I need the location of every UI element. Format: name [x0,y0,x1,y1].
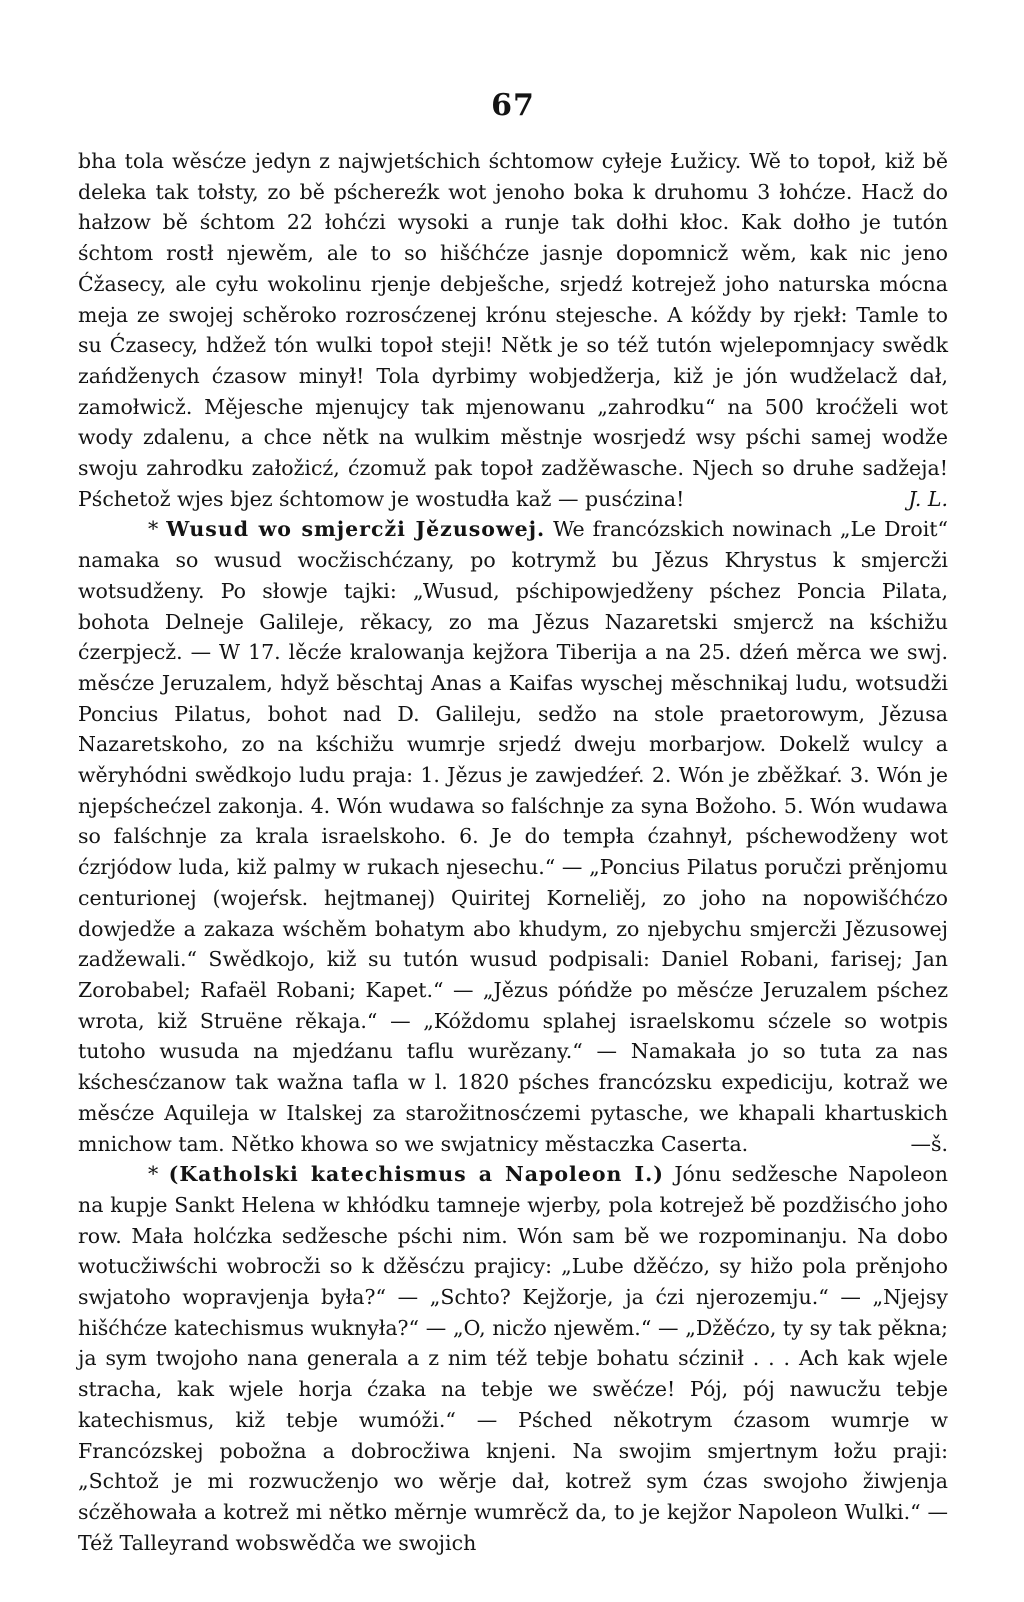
paragraph-katechismus-text: Jónu sedžesche Napoleon na kupje Sankt Helena w khłódku tamneje wjerby, pola kotrejež bě pozdžisćho joho row. Mała holćzka sedžesche pśchi nim. Wón sam bě we rozpominanju. Na dobo wotucžiwśchi wobrocži so k džěsćzu prajicy: „Lube džěćzo, sy hižo pola prěnjoho swjatoho wopravjenja była?“ — „Schto? Kejžorje, ja ćzi njerozemju.“ — „Njejsy hišćhćze katechismus wuknyła?“ — „O, nicžo njewěm.“ — „Džěćzo, ty sy tak pěkna; ja sym twojoho nana generala a z nim též tebje bohatu sćzinił . . . Ach kak wjele stracha, kak wjele horja ćzaka na tebje we swěćze! Pój, pój nawucžu tebje katechismus, kiž tebje wumóži.“ — Pśched někotrym ćzasom wumrje w Francózskej pobožna a dobrocžiwa knjeni. Na swojim smjertnym łožu praji: „Schtož je mi rozwucženjo wo wěrje dał, kotrež sym ćzas swojoho žiwjenja sćzěhowała a kotrež mi nětko měrnje wumrěcž da, to je kejžor Napoleon Wulki.“ — Též Talleyrand wobswědča we swojich [78,1162,948,1555]
paragraph-topol-text: bha tola wěsćze jedyn z najwjetśchich śchtomow cyłeje Łužicy. Wě to topoł, kiž bě deleka tak tołsty, zo bě pśchereźk wot jenoho boka k druhomu 3 łohćze. Hacž do hałzow bě śchtom 22 łohćzi wysoki a runje tak dołhi kłoc. Kak dołho je tutón śchtom rostł njewěm, ale to so hišćhćze jasnje dopomnicž wěm, kak nic jeno Ćžasecy, ale cyłu wokolinu rjenje debješche, srjedź kotrejež joho naturska mócna meja ze swojej schěroko rozrosćzenej krónu stejesche. A kóždy by rjekł: Tamle to su Ćzasecy, hdžež tón wulki topoł steji! Nětk je so též tutón wjelepomnjacy swědk zańdženych ćzasow minył! Tola dyrbimy wobjedžerja, kiž je jón wudželacž dał, zamołwicž. Mějesche mjenujcy tak mjenowanu „zahrodku“ na 500 kroćželi wot wody zdalenu, a chce nětk na wulkim městnje wosrjedź wsy pśchi samej wodže swoju zahrodku załožicź, ćzomuž pak topoł zadžěwasche. Njech so druhe sadžeja! Pśchetož wjes bjez śchtomow je wostudła kaž — pusćzina! [78,149,948,511]
paragraph-katechismus: * (Katholski katechismus a Napoleon I.) Jónu sedžesche Napoleon na kupje Sankt Helena w khłódku tamneje wjerby, pola kotrejež bě pozdžisćho joho row. Mała holćzka sedžesche pśchi nim. Wón sam bě we rozpominanju. Na dobo wotucžiwśchi wobrocži so k džěsćzu prajicy: „Lube džěćzo, sy hižo pola prěnjoho swjatoho wopravjenja była?“ — „Schto? Kejžorje, ja ćzi njerozemju.“ — „Njejsy hišćhćze katechismus wuknyła?“ — „O, nicžo njewěm.“ — „Džěćzo, ty sy tak pěkna; ja sym twojoho nana generala a z nim též tebje bohatu sćzinił . . . Ach kak wjele stracha, kak wjele horja ćzaka na tebje we swěćze! Pój, pój nawucžu tebje katechismus, kiž tebje wumóži.“ — Pśched někotrym ćzasom wumrje w Francózskej pobožna a dobrocžiwa knjeni. Na swojim smjertnym łožu praji: „Schtož je mi rozwucženjo wo wěrje dał, kotrež sym ćzas swojoho žiwjenja sćzěhowała a kotrež mi nětko měrnje wumrěcž da, to je kejžor Napoleon Wulki.“ — Též Talleyrand wobswědča we swojich [78,1162,948,1555]
signature-jl: J. L. [908,486,948,511]
section-title-wusud: Wusud wo smjercži Jězusowej. [166,517,546,542]
signature-s: —š. [910,1131,948,1156]
paragraph-wusud: * Wusud wo smjercži Jězusowej. We francózskich nowinach „Le Droit“ namaka so wusud wocžischćzany, po kotrymž bu Jězus Khrystus k smjercži wotsudženy. Po słowje tajki: „Wusud, pśchipowjedženy pśchez Poncia Pilata, bohota Delneje Galileje, rěkacy, zo ma Jězus Nazaretski smjercž na kśchižu ćzerpjecž. — W 17. lěcźe kralowanja kejžora Tiberija a na 25. dźeń měrca we swj. měsćze Jeruzalem, hdyž běschtaj Anas a Kaifas wyschej měschnikaj ludu, wotsudži Poncius Pilatus, bohot nad D. Galileju, sedžo na stole praetorowym, Jězusa Nazaretskoho, zo na kśchižu wumrje srjedź dweju morbarjow. Dokelž wulcy a wěryhódni swědkojo ludu praja: 1. Jězus je zawjedźeŕ. 2. Wón je zběžkaŕ. 3. Wón je njepśchećzel zakonja. 4. Wón wudawa so falśchnje za syna Božoho. 5. Wón wudawa so falśchnje za krala israelskoho. 6. Je do tempła ćzahnył, pśchewodženy wot ćzrjódow luda, kiž palmy w rukach njesechu.“ — „Poncius Pilatus poručzi prěnjomu centurionej (wojeŕsk. hejtmanej) Quiritej Korneliěj, zo joho na nopowišćhćzo dowjedže a zakaza wśchěm bohatym abo khudym, zo njebychu smjercži Jězusowej zadžewali.“ Swědkojo, kiž su tutón wusud podpisali: Daniel Robani, farisej; Jan Zorobabel; Rafaël Robani; Kapet.“ — „Jězus póńdže po měsćze Jeruzalem pśchez wrota, kiž Struëne rěkaja.“ — „Kóždomu splahej israelskomu sćzele so wotpis tutoho wusuda na mjedźanu taflu wurězany.“ — Namakała jo so tuta za nas kśchesćzanow tak wažna tafla w l. 1820 pśches francózsku expediciju, kotraž we měsćze Aquileja w Italskej za starožitnosćzemi pytasche, we khapali khartuskich mnichow tam. Nětko khowa so we swjatnicy městaczka Caserta. —š. [78,514,948,1159]
body-text [78,146,948,1558]
section-title-katechismus: (Katholski katechismus a Napoleon I.) [168,1162,664,1187]
paragraph-topol [78,146,948,514]
paragraph-wusud-text: We francózskich nowinach „Le Droit“ namaka so wusud wocžischćzany, po kotrymž bu Jězus Khrystus k smjercži wotsudženy. Po słowje tajki: „Wusud, pśchipowjedženy pśchez Poncia Pilata, bohota Delneje Galileje, rěkacy, zo ma Jězus Nazaretski smjercž na kśchižu ćzerpjecž. — W 17. lěcźe kralowanja kejžora Tiberija a na 25. dźeń měrca we swj. měsćze Jeruzalem, hdyž běschtaj Anas a Kaifas wyschej měschnikaj ludu, wotsudži Poncius Pilatus, bohot nad D. Galileju, sedžo na stole praetorowym, Jězusa Nazaretskoho, zo na kśchižu wumrje srjedź dweju morbarjow. Dokelž wulcy a wěryhódni swědkojo ludu praja: 1. Jězus je zawjedźeŕ. 2. Wón je zběžkaŕ. 3. Wón je njepśchećzel zakonja. 4. Wón wudawa so falśchnje za syna Božoho. 5. Wón wudawa so falśchnje za krala israelskoho. 6. Je do tempła ćzahnył, pśchewodženy wot ćzrjódow luda, kiž palmy w rukach njesechu.“ — „Poncius Pilatus poručzi prěnjomu centurionej (wojeŕsk. hejtmanej) Quiritej Korneliěj, zo joho na nopowišćhćzo dowjedže a zakaza wśchěm bohatym abo khudym, zo njebychu smjercži Jězusowej zadžewali.“ Swědkojo, kiž su tutón wusud podpisali: Daniel Robani, farisej; Jan Zorobabel; Rafaël Robani; Kapet.“ — „Jězus póńdže po měsćze Jeruzalem pśchez wrota, kiž Struëne rěkaja.“ — „Kóždomu splahej israelskomu sćzele so wotpis tutoho wusuda na mjedźanu taflu wurězany.“ — Namakała jo so tuta za nas kśchesćzanow tak wažna tafla w l. 1820 pśches francózsku expediciju, kotraž we měsćze Aquileja w Italskej za starožitnosćzemi pytasche, we khapali khartuskich mnichow tam. Nětko khowa so we swjatnicy městaczka Caserta. [78,517,948,1156]
page-number: 67 [491,88,535,123]
